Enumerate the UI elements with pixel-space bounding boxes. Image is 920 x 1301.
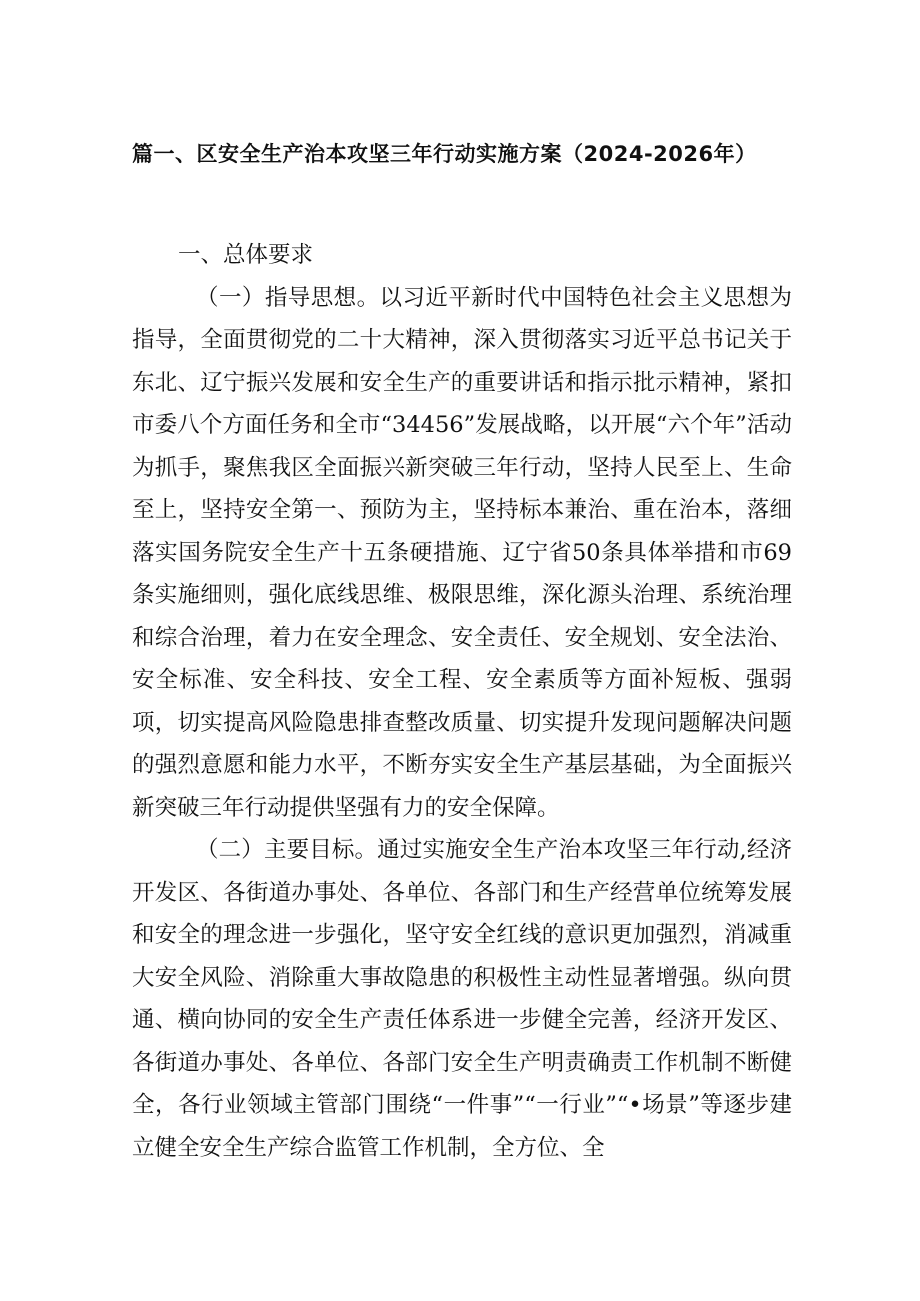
document-title: 篇一、区安全生产治本攻坚三年行动实施方案（2024-2026年） bbox=[132, 142, 757, 166]
document-body bbox=[132, 234, 792, 1169]
paragraph-guiding-ideology: （一）指导思想。以习近平新时代中国特色社会主义思想为指导，全面贯彻党的二十大精神，深入贯彻落实习近平总书记关于东北、辽宁振兴发展和安全生产的重要讲话和指示批示精神，紧扣市委八个方面任务和全市“34456”发展战略，以开展“六个年”活动为抓手，聚焦我区全面振兴新突破三年行动，坚持人民至上、生命至上，坚持安全第一、预防为主，坚持标本兼治、重在治本，落细落实国务院安全生产十五条硬措施、辽宁省50条具体举措和市69条实施细则，强化底线思维、极限思维，深化源头治理、系统治理和综合治理，着力在安全理念、安全责任、安全规划、安全法治、安全标准、安全科技、安全工程、安全素质等方面补短板、强弱项，切实提高风险隐患排查整改质量、切实提升发现问题解决问题的强烈意愿和能力水平，不断夯实安全生产基层基础，为全面振兴新突破三年行动提供坚强有力的安全保障。 bbox=[132, 284, 792, 821]
section-heading: 一、总体要求 bbox=[178, 242, 314, 268]
paragraph-main-goals: （二）主要目标。通过实施安全生产治本攻坚三年行动,经济开发区、各街道办事处、各单位、各部门和生产经营单位统筹发展和安全的理念进一步强化，坚守安全红线的意识更加强烈，消减重大安全风险、消除重大事故隐患的积极性主动性显著增强。纵向贯通、横向协同的安全生产责任体系进一步健全完善，经济开发区、各街道办事处、各单位、各部门安全生产明责确责工作机制不断健全，各行业领域主管部门围绕“一件事”“一行业”“•场景”等逐步建立健全安全生产综合监管工作机制，全方位、全 bbox=[132, 837, 792, 1161]
